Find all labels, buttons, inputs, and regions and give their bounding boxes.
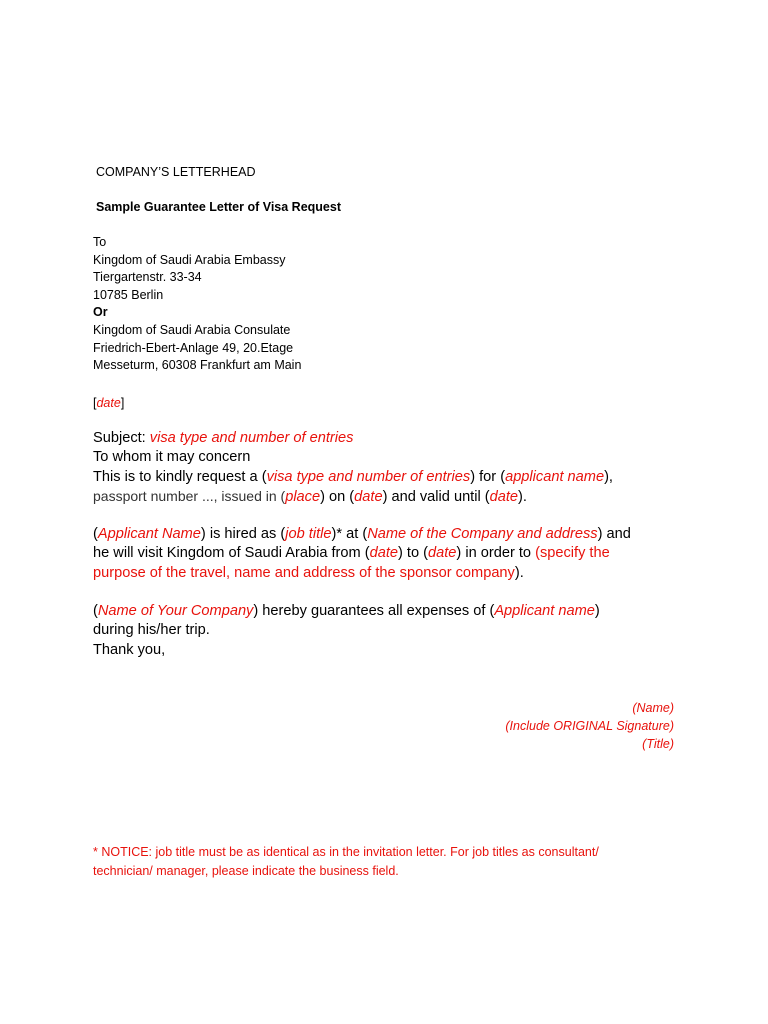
notice-line1: * NOTICE: job title must be as identical as in the invitation letter. For job titles as consultant/ (93, 845, 599, 859)
placeholder-date: date (489, 488, 519, 505)
para2-text: ). (514, 564, 524, 581)
subject-value: visa type and number of entries (149, 430, 354, 446)
doc-title: Sample Guarantee Letter of Visa Request (96, 200, 341, 214)
placeholder-your-company: Name of Your Company (97, 603, 254, 619)
signature-title: (Title) (642, 736, 674, 751)
placeholder-place: place (285, 488, 321, 505)
signature-name: (Name) (632, 701, 674, 715)
placeholder-applicant-name: Applicant name (494, 603, 595, 619)
letterhead: COMPANY’S LETTERHEAD (96, 165, 256, 179)
para3-text: ( (93, 603, 98, 619)
consulate-street: Friedrich-Ebert-Anlage 49, 20.Etage (93, 340, 294, 355)
para2-text: ) is hired as ( (200, 526, 286, 542)
consulate-name: Kingdom of Saudi Arabia Consulate (93, 322, 291, 337)
signature-block (505, 700, 674, 753)
date-line (93, 395, 124, 413)
para1-text: This is to kindly request a ( (93, 468, 267, 485)
placeholder-date: date (354, 488, 383, 505)
para1-text: ). (518, 488, 527, 505)
para3-text: ) hereby guarantees all expenses of ( (253, 603, 495, 619)
para3-line2: during his/her trip. (93, 622, 210, 639)
placeholder-date: date (369, 545, 398, 562)
placeholder-applicant-name: applicant name (505, 468, 605, 485)
consulate-city: Messeturm, 60308 Frankfurt am Main (93, 358, 302, 373)
placeholder-visa-type: visa type and number of entries (266, 468, 471, 485)
para1-text: ) and valid until ( (382, 488, 490, 505)
embassy-street: Tiergartenstr. 33-34 (93, 270, 202, 285)
recipient-address (93, 234, 301, 375)
placeholder-company-name-address: Name of the Company and address (367, 526, 598, 542)
paragraph-2 (93, 525, 631, 583)
closing: Thank you, (93, 641, 166, 658)
placeholder-date: date (428, 545, 457, 562)
para2-text: he will visit Kingdom of Saudi Arabia from ( (93, 545, 370, 562)
signature-original: (Include ORIGINAL Signature) (505, 718, 674, 733)
placeholder-job-title: job title (285, 526, 332, 542)
subject-label: Subject: (93, 430, 150, 446)
salutation: To whom it may concern (93, 449, 251, 466)
address-or: Or (93, 305, 108, 320)
address-to: To (93, 235, 107, 249)
para2-line1 (93, 525, 631, 544)
para2-text: ) and (597, 526, 631, 542)
paragraph-3 (93, 602, 600, 660)
subject-line (93, 429, 613, 448)
para2-text: ( (93, 526, 98, 542)
date-bracket-close: ] (120, 396, 125, 410)
para1-line1 (93, 468, 613, 487)
embassy-name: Kingdom of Saudi Arabia Embassy (93, 252, 286, 267)
para1-text: ) for ( (470, 468, 506, 485)
notice-block (93, 843, 599, 881)
para3-line1 (93, 602, 600, 621)
para2-text: ) to ( (398, 545, 428, 562)
para3-text: ) (594, 603, 600, 619)
para2-text: )* at ( (331, 526, 368, 542)
para1-line2 (93, 487, 613, 507)
para2-line3 (93, 564, 631, 583)
para1-text: ) on ( (320, 488, 355, 505)
placeholder-purpose: (specify the (535, 545, 610, 562)
notice-line2: technician/ manager, please indicate the business field. (93, 864, 399, 878)
para2-line2 (93, 544, 631, 563)
placeholder-applicant-name: Applicant Name (97, 526, 201, 542)
placeholder-purpose: purpose of the travel, name and address of the sponsor company (93, 564, 515, 581)
date-bracket-open: [ (93, 396, 97, 410)
date-placeholder: date (96, 396, 121, 410)
para2-text: ) in order to (456, 545, 536, 562)
para1-text: passport number ..., issued in ( (93, 487, 286, 504)
letter-body-opening (93, 429, 613, 507)
embassy-city: 10785 Berlin (93, 287, 164, 302)
para1-text: ), (604, 468, 613, 485)
